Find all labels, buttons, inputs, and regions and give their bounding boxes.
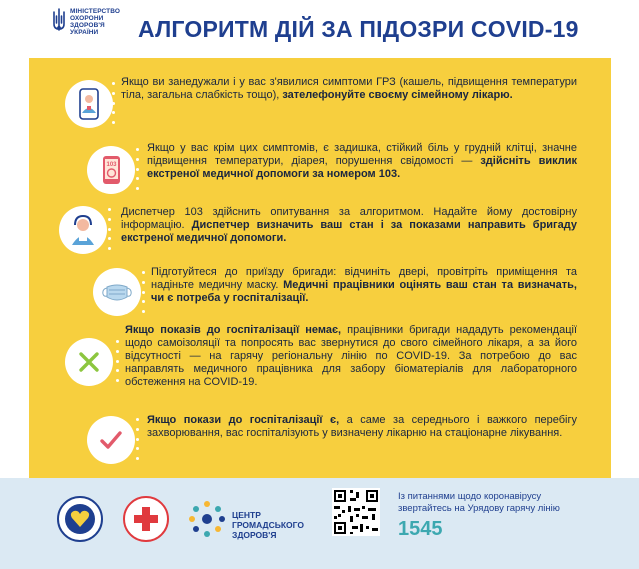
trident-icon — [52, 8, 66, 32]
hotline-caption-line: Із питаннями щодо коронавірусу — [398, 491, 542, 502]
step-2 — [29, 138, 611, 198]
step-2-icon-circle — [87, 146, 135, 194]
ministry-line: МІНІСТЕРСТВО — [70, 8, 121, 15]
phone-doctor-icon — [72, 87, 106, 121]
separator-dot — [116, 379, 119, 382]
step-3 — [29, 204, 611, 254]
separator-dot — [112, 92, 115, 95]
step-1-body: Якщо ви занедужали і у вас з'явилися симптоми ГРЗ (кашель, підвищення температури тіла, загальна слабкість тощо), — [121, 76, 577, 101]
separator-dot — [136, 457, 139, 460]
center-name-line: ГРОМАДСЬКОГО — [232, 520, 304, 530]
ministry-line: УКРАЇНИ — [70, 29, 99, 36]
separator-dot — [142, 281, 145, 284]
step-6 — [29, 410, 611, 462]
separator-dot — [136, 177, 139, 180]
step-4-text — [151, 266, 577, 305]
algorithm-panel — [29, 58, 611, 478]
separator-dot — [136, 158, 139, 161]
page-title: АЛГОРИТМ ДІЙ ЗА ПІДОЗРИ COVID-19 — [138, 16, 579, 42]
ministry-line: ОХОРОНИ — [70, 15, 104, 22]
center-name-line: ЗДОРОВ'Я — [232, 530, 277, 540]
step-4-body: Підготуйтеся до приїзду бригади: відчиніть двері, провітріть приміщення та надіньте медичну маску. — [151, 266, 577, 291]
emergency-number-label: 103 — [106, 162, 117, 168]
separator-dot — [136, 187, 139, 190]
separator-dot — [142, 300, 145, 303]
cross-mark-icon — [76, 349, 102, 375]
step-1-text — [121, 76, 577, 102]
separator-dot — [112, 102, 115, 105]
hotline-number[interactable]: 1545 — [398, 518, 443, 540]
separator-dot — [108, 228, 111, 231]
step-4-dots — [139, 271, 148, 313]
step-2-text — [147, 142, 577, 181]
dispatcher-icon — [66, 213, 100, 247]
step-4-bold: Медичні працівники оцінять ваш стан та визначать, чи є потреба у госпіталізації. — [151, 279, 577, 304]
separator-dot — [116, 369, 119, 372]
separator-dot — [112, 111, 115, 114]
step-5-body: працівники бригади нададуть рекомендації щодо самоізоляції та попросять вас звернутися до свого сімейного лікаря, а за його відсутності — на гарячу регіональну лінію по COVID-19. За потребою до вас направлять медичного працівника для забору біоматеріалів для лабораторного обстеження на COVID-19. — [125, 324, 578, 388]
ministry-name — [70, 8, 120, 36]
step-2-dots — [133, 148, 142, 190]
separator-dot — [116, 360, 119, 363]
step-3-icon-circle — [59, 206, 107, 254]
hotline-caption — [398, 491, 598, 515]
step-6-body: а саме за середнього і важкого перебігу захворювання, вас госпіталізують у визначену лікарню на стаціонарне лікування. — [147, 414, 578, 439]
public-health-center-name — [232, 510, 304, 540]
step-5-text — [125, 324, 577, 389]
step-6-bold: Якщо покази до госпіталізації є, — [147, 414, 340, 426]
separator-dot — [136, 438, 139, 441]
separator-dot — [112, 82, 115, 85]
separator-dot — [108, 247, 111, 250]
step-1 — [29, 72, 611, 132]
separator-dot — [116, 350, 119, 353]
separator-dot — [136, 428, 139, 431]
separator-dot — [108, 208, 111, 211]
step-6-icon-circle — [87, 416, 135, 464]
hotline-caption-line: звертайтесь на Урядову гарячу лінію — [398, 503, 560, 514]
step-3-text — [121, 206, 577, 245]
footer — [0, 478, 639, 569]
separator-dot — [136, 418, 139, 421]
qr-code[interactable] — [332, 488, 380, 536]
step-3-bold: Диспетчер визначить ваш стан і за показами направить бригаду екстреної медичної допомоги. — [121, 219, 577, 244]
emergency-phone-icon — [94, 153, 128, 187]
health-service-logo — [56, 495, 104, 543]
separator-dot — [136, 168, 139, 171]
step-5-bold: Якщо показів до госпіталізації немає, — [125, 324, 342, 336]
ministry-logo — [52, 8, 120, 36]
step-4-icon-circle — [93, 268, 141, 316]
step-5 — [29, 324, 611, 402]
separator-dot — [136, 148, 139, 151]
red-cross-logo — [122, 495, 170, 543]
step-1-icon-circle — [65, 80, 113, 128]
medical-mask-icon — [100, 275, 134, 309]
center-name-line: ЦЕНТР — [232, 510, 261, 520]
ministry-line: ЗДОРОВ'Я — [70, 22, 105, 29]
check-mark-icon — [97, 426, 125, 454]
separator-dot — [142, 291, 145, 294]
separator-dot — [142, 310, 145, 313]
separator-dot — [108, 218, 111, 221]
step-2-bold: здійсніть виклик екстреної медичної допомоги за номером 103. — [147, 155, 578, 180]
step-6-dots — [133, 418, 142, 460]
step-4 — [29, 264, 611, 320]
step-5-icon-circle — [65, 338, 113, 386]
step-3-dots — [105, 208, 114, 250]
step-1-bold: зателефонуйте своєму сімейному лікарю. — [282, 89, 513, 101]
step-2-body: Якщо у вас крім цих симптомів, є задишка, стійкий біль у грудній клітці, значне підвищення температури, діарея, порушення свідомості — — [147, 142, 577, 167]
separator-dot — [136, 447, 139, 450]
step-6-text — [147, 414, 577, 440]
step-3-body: Диспетчер 103 здійснить опитування за алгоритмом. Надайте йому достовірну інформацію. — [121, 206, 577, 231]
step-1-dots — [109, 82, 118, 124]
step-5-dots — [113, 340, 122, 382]
separator-dot — [108, 237, 111, 240]
header — [0, 0, 639, 58]
separator-dot — [112, 121, 115, 124]
separator-dot — [142, 271, 145, 274]
separator-dot — [116, 340, 119, 343]
public-health-center-logo — [188, 500, 226, 538]
